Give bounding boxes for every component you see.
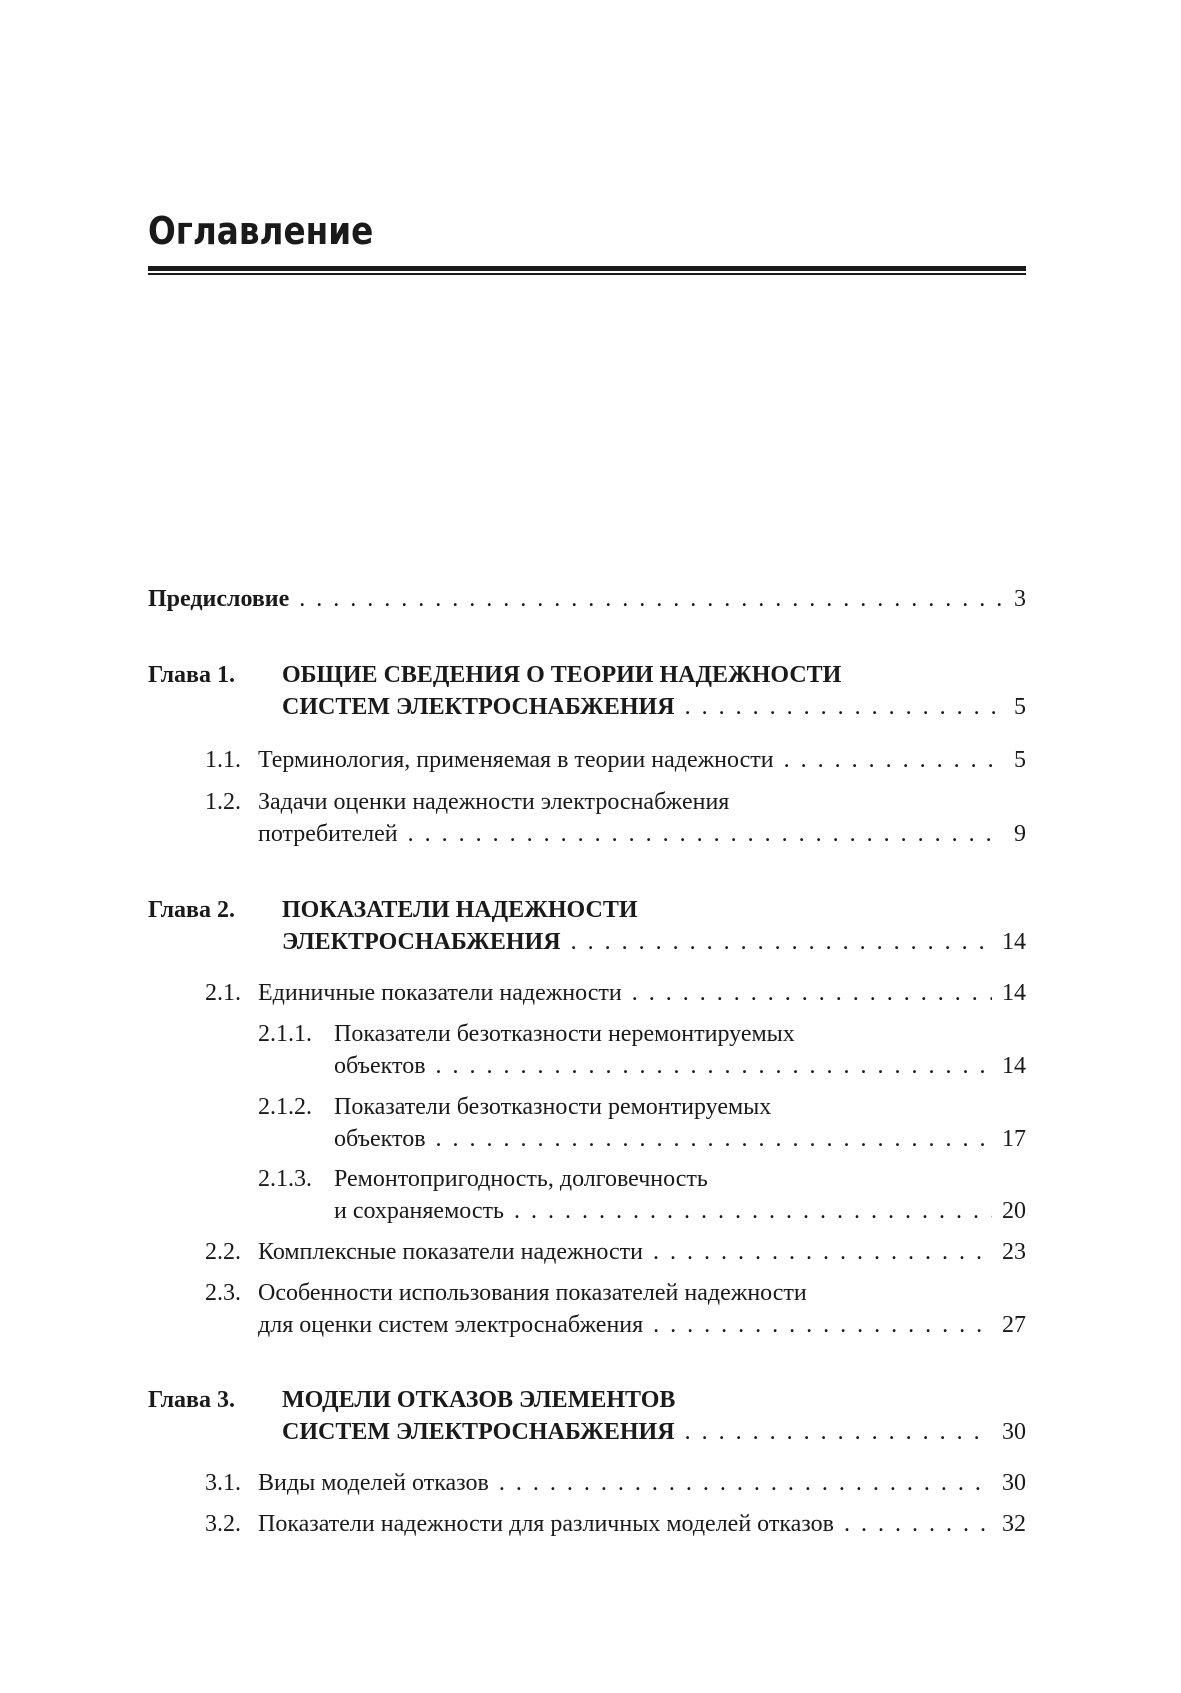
toc-entry-title-line2: и сохраняемость [334, 1198, 504, 1224]
toc-page-number: 30 [1002, 1470, 1026, 1496]
toc-entry-preface[interactable] [148, 582, 1026, 616]
dot-leader [653, 1308, 992, 1342]
toc-page-number: 3 [1014, 586, 1026, 612]
toc-entry-title: Предисловие [148, 586, 290, 612]
toc-page-number: 17 [1002, 1126, 1026, 1152]
toc-entry-2-3[interactable] [258, 1308, 1026, 1342]
toc-entry-title: Комплексные показатели надежности [258, 1239, 643, 1265]
dot-leader [784, 743, 1002, 777]
section-number: 3.2. [205, 1511, 241, 1537]
section-number: 2.3. [205, 1280, 241, 1306]
section-number: 1.1. [205, 747, 241, 773]
toc-entry-title-line2: потребителей [258, 821, 398, 847]
dot-leader [685, 690, 1002, 724]
toc-page-number: 30 [1002, 1419, 1026, 1445]
toc-entry-title-line2: для оценки систем электроснабжения [258, 1312, 644, 1338]
toc-page-number: 5 [1014, 694, 1026, 720]
toc-entry-chapter-3[interactable] [282, 1415, 1026, 1449]
toc-page-number: 23 [1002, 1239, 1026, 1265]
subsection-number: 2.1.2. [258, 1094, 312, 1120]
subsection-number: 2.1.1. [258, 1021, 312, 1047]
subsection-number: 2.1.3. [258, 1166, 312, 1192]
toc-entry-chapter-2[interactable] [282, 925, 1026, 959]
toc-entry-2-1[interactable] [258, 976, 1026, 1010]
section-number: 2.1. [205, 980, 241, 1006]
chapter-title-line1[interactable]: ОБЩИЕ СВЕДЕНИЯ О ТЕОРИИ НАДЕЖНОСТИ [282, 662, 842, 688]
toc-page-number: 5 [1014, 747, 1026, 773]
toc-page-number: 27 [1002, 1312, 1026, 1338]
chapter-title-line2: ЭЛЕКТРОСНАБЖЕНИЯ [282, 929, 561, 955]
toc-entry-title-line1[interactable]: Особенности использования показателей надежности [258, 1280, 807, 1306]
toc-entry-title-line1[interactable]: Показатели безотказности неремонтируемых [334, 1021, 795, 1047]
toc-entry-2-2[interactable] [258, 1235, 1026, 1269]
toc-page-number: 14 [1002, 980, 1026, 1006]
toc-entry-title-line1[interactable]: Ремонтопригодность, долговечность [334, 1166, 708, 1192]
toc-entry-title: Виды моделей отказов [258, 1470, 489, 1496]
toc-entry-2-1-2[interactable] [334, 1122, 1026, 1156]
title-rule-thick [148, 266, 1026, 271]
chapter-title-line2: СИСТЕМ ЭЛЕКТРОСНАБЖЕНИЯ [282, 1419, 675, 1445]
toc-entry-title: Показатели надежности для различных моделей отказов [258, 1511, 834, 1537]
toc-entry-2-1-3[interactable] [334, 1194, 1026, 1228]
dot-leader [844, 1507, 992, 1541]
section-number: 3.1. [205, 1470, 241, 1496]
toc-entry-title: Терминология, применяемая в теории надежности [258, 747, 774, 773]
toc-page-number: 32 [1002, 1511, 1026, 1537]
dot-leader [653, 1235, 992, 1269]
toc-page-number: 9 [1014, 821, 1026, 847]
toc-entry-1-2[interactable] [258, 817, 1026, 851]
dot-leader [632, 976, 992, 1010]
dot-leader [436, 1122, 992, 1156]
dot-leader [685, 1415, 992, 1449]
title-rule-thin [148, 273, 1026, 275]
dot-leader [571, 925, 992, 959]
chapter-title-line2: СИСТЕМ ЭЛЕКТРОСНАБЖЕНИЯ [282, 694, 675, 720]
dot-leader [408, 817, 1002, 851]
chapter-label: Глава 1. [148, 662, 235, 688]
toc-page-number: 14 [1002, 1053, 1026, 1079]
section-number: 1.2. [205, 789, 241, 815]
toc-entry-title-line2: объектов [334, 1053, 426, 1079]
chapter-title-line1[interactable]: ПОКАЗАТЕЛИ НАДЕЖНОСТИ [282, 897, 638, 923]
toc-entry-title-line1[interactable]: Показатели безотказности ремонтируемых [334, 1094, 772, 1120]
page-title: Оглавление [148, 209, 374, 253]
toc-entry-1-1[interactable] [258, 743, 1026, 777]
chapter-label: Глава 2. [148, 897, 235, 923]
toc-entry-title-line2: объектов [334, 1126, 426, 1152]
toc-page-number: 20 [1002, 1198, 1026, 1224]
dot-leader [299, 582, 1002, 616]
toc-entry-title: Единичные показатели надежности [258, 980, 622, 1006]
dot-leader [514, 1194, 992, 1228]
toc-entry-2-1-1[interactable] [334, 1049, 1026, 1083]
toc-entry-chapter-1[interactable] [282, 690, 1026, 724]
toc-entry-title-line1[interactable]: Задачи оценки надежности электроснабжения [258, 789, 730, 815]
toc-page-number: 14 [1002, 929, 1026, 955]
dot-leader [436, 1049, 992, 1083]
toc-entry-3-2[interactable] [258, 1507, 1026, 1541]
chapter-title-line1[interactable]: МОДЕЛИ ОТКАЗОВ ЭЛЕМЕНТОВ [282, 1387, 676, 1413]
toc-entry-3-1[interactable] [258, 1466, 1026, 1500]
chapter-label: Глава 3. [148, 1387, 235, 1413]
dot-leader [499, 1466, 992, 1500]
section-number: 2.2. [205, 1239, 241, 1265]
